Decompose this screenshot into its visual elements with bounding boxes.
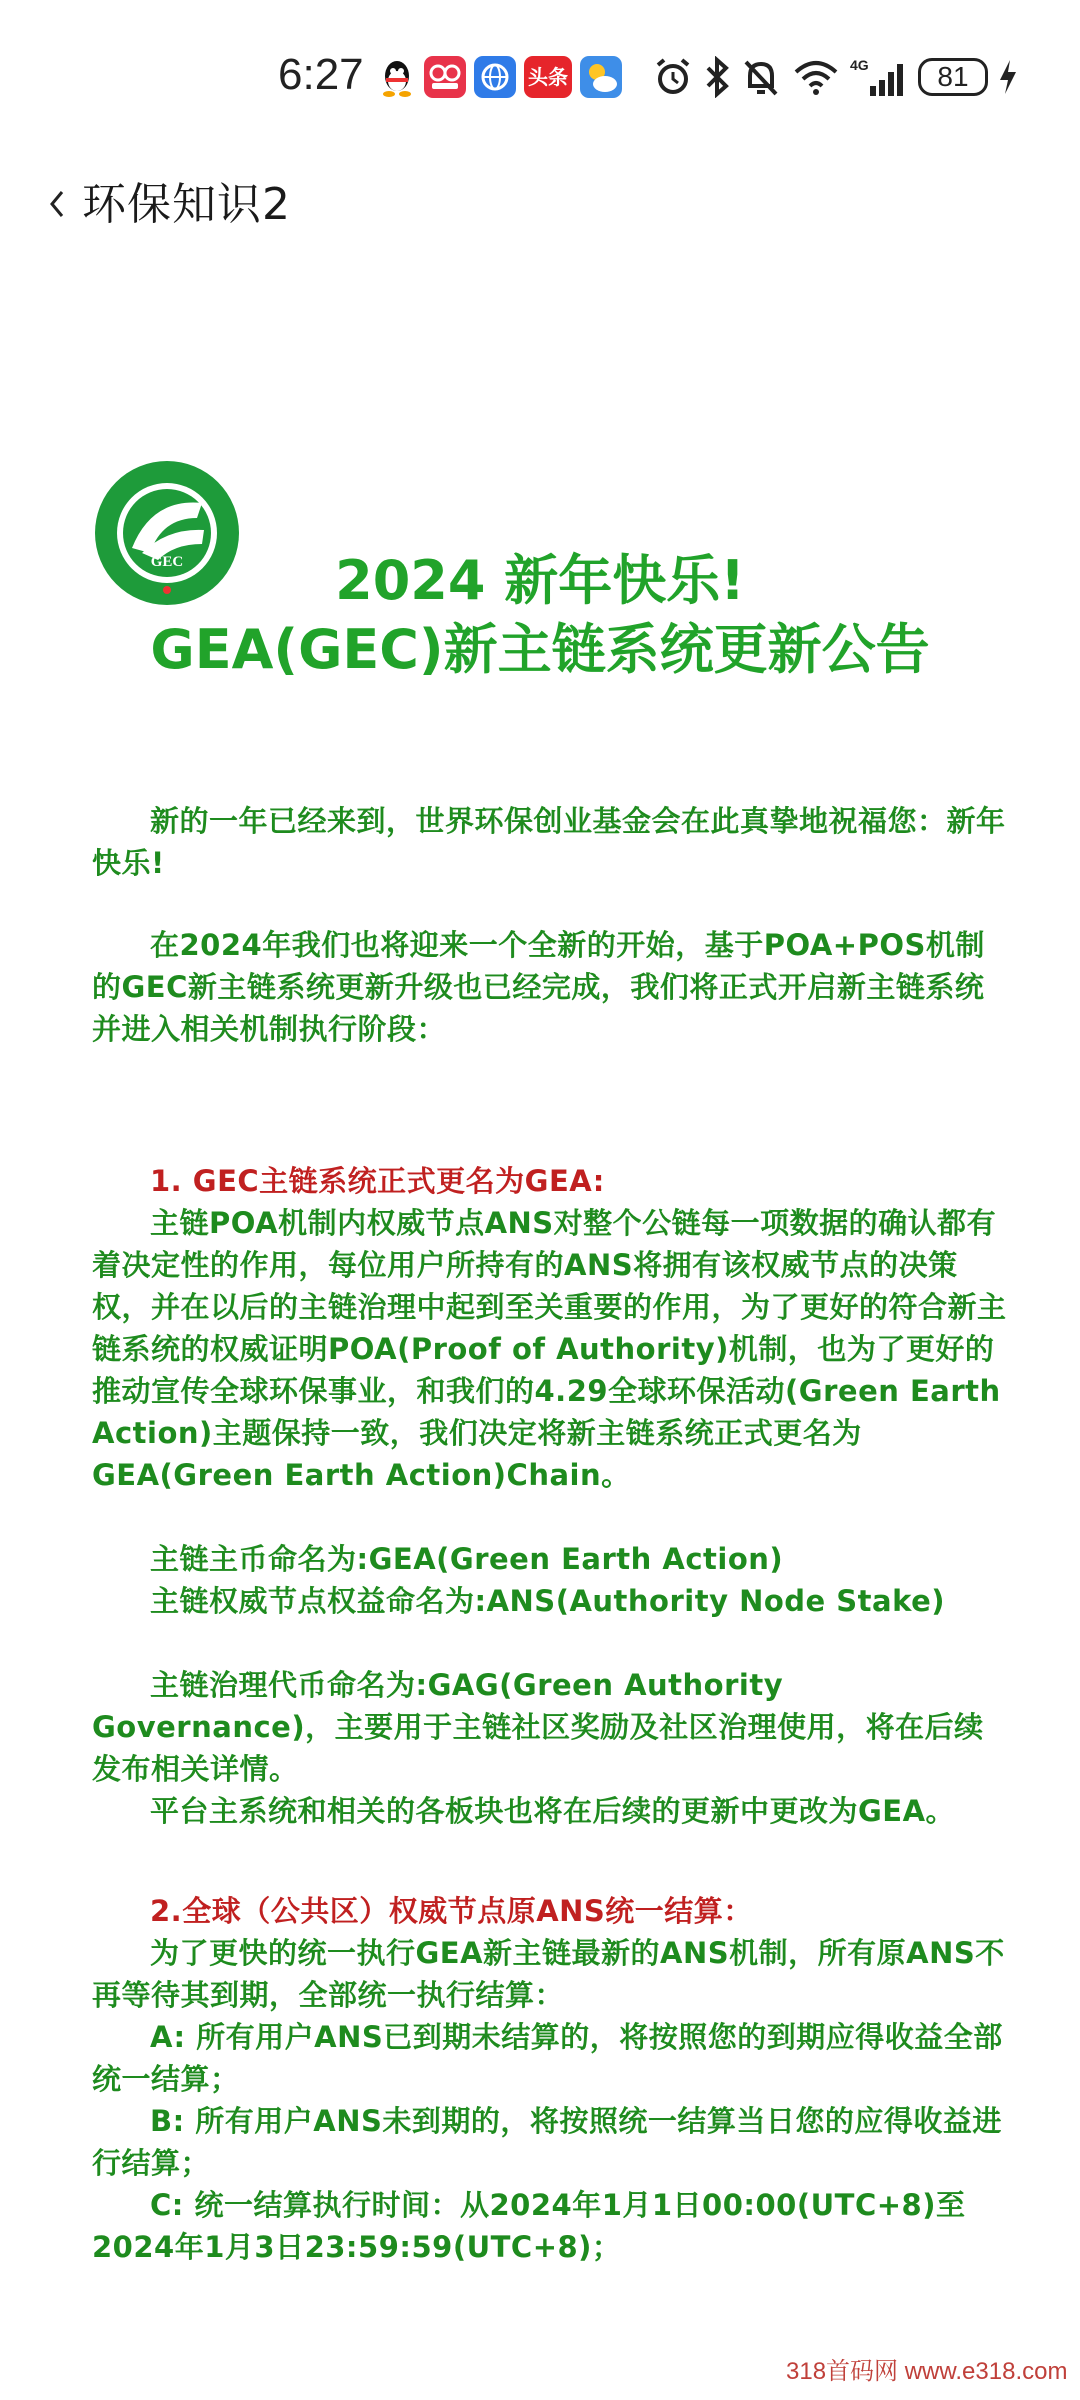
back-button[interactable] (40, 172, 80, 232)
alarm-icon (652, 56, 694, 98)
section-1-paragraph-1: 主链POA机制内权威节点ANS对整个公链每一项数据的确认都有着决定性的作用，每位用户所持有的ANS将拥有该权威节点的决策权，并在以后的主链治理中起到至关重要的作用，为了更好的符合新主链系统的权威证明POA(Proof of Authority)机制，也为了更好的推动宣传全球环保事业，和我们的4.29全球环保活动(Green Earth Action)主题保持一致，我们决定将新主链系统正式更名为GEA(Green Earth Action)Chain。 (92, 1206, 1007, 1492)
charging-icon (996, 56, 1020, 98)
section-2-item-b: B: 所有用户ANS未到期的，将按照统一结算当日您的应得收益进行结算； (92, 2104, 1002, 2180)
weather-icon (580, 56, 622, 98)
bluetooth-icon (702, 56, 732, 98)
mute-icon (740, 56, 782, 98)
section-1-title: 1. GEC主链系统正式更名为GEA: (150, 1164, 605, 1198)
section-2-item-c: C: 统一结算执行时间：从2024年1月1日00:00(UTC+8)至2024年1月3日23:59:59(UTC+8)； (92, 2188, 966, 2264)
section-1-paragraph-4: 主链治理代币命名为:GAG(Green Authority Governance)，主要用于主链社区奖励及社区治理使用，将在后续发布相关详情。 (92, 1668, 984, 1786)
top-app-bar (0, 150, 1080, 260)
video-app-icon (424, 56, 466, 98)
status-time: 6:27 (278, 50, 364, 99)
browser-icon (474, 56, 516, 98)
section-1-paragraph-5: 平台主系统和相关的各板块也将在后续的更新中更改为GEA。 (150, 1794, 956, 1828)
paragraph-greeting: 新的一年已经来到，世界环保创业基金会在此真挚地祝福您：新年快乐! (92, 804, 1006, 880)
section-2-paragraph-1: 为了更快的统一执行GEA新主链最新的ANS机制，所有原ANS不再等待其到期，全部统一执行结算： (92, 1936, 1005, 2012)
site-watermark: 318首码网 www.e318.com (786, 2352, 1080, 2392)
heading-new-year: 2024 新年快乐! (335, 549, 745, 612)
section-1-paragraph-3: 主链权威节点权益命名为:ANS(Authority Node Stake) (150, 1584, 946, 1618)
network-label: 4G (850, 57, 869, 73)
section-2-item-a: A: 所有用户ANS已到期未结算的，将按照您的到期应得收益全部统一结算； (92, 2020, 1003, 2096)
page-title: 环保知识2 (82, 179, 291, 230)
4g-signal-icon (850, 56, 910, 98)
article-image (40, 440, 1040, 2340)
heading-announcement: GEA(GEC)新主链系统更新公告 (150, 618, 930, 681)
paragraph-intro: 在2024年我们也将迎来一个全新的开始，基于POA+POS机制的GEC新主链系统更新升级也已经完成，我们将正式开启新主链系统并进入相关机制执行阶段： (92, 928, 985, 1046)
toutiao-icon: 头条 (524, 56, 572, 98)
qq-icon (376, 56, 418, 98)
chevron-left-icon (40, 172, 80, 232)
status-bar (0, 0, 1080, 150)
logo-text: GEC (150, 554, 184, 570)
section-2-title: 2.全球（公共区）权威节点原ANS统一结算： (150, 1894, 753, 1928)
wifi-icon (792, 56, 840, 98)
battery-indicator: 81 (918, 58, 988, 96)
section-1-paragraph-2: 主链主币命名为:GEA(Green Earth Action) (150, 1542, 784, 1576)
